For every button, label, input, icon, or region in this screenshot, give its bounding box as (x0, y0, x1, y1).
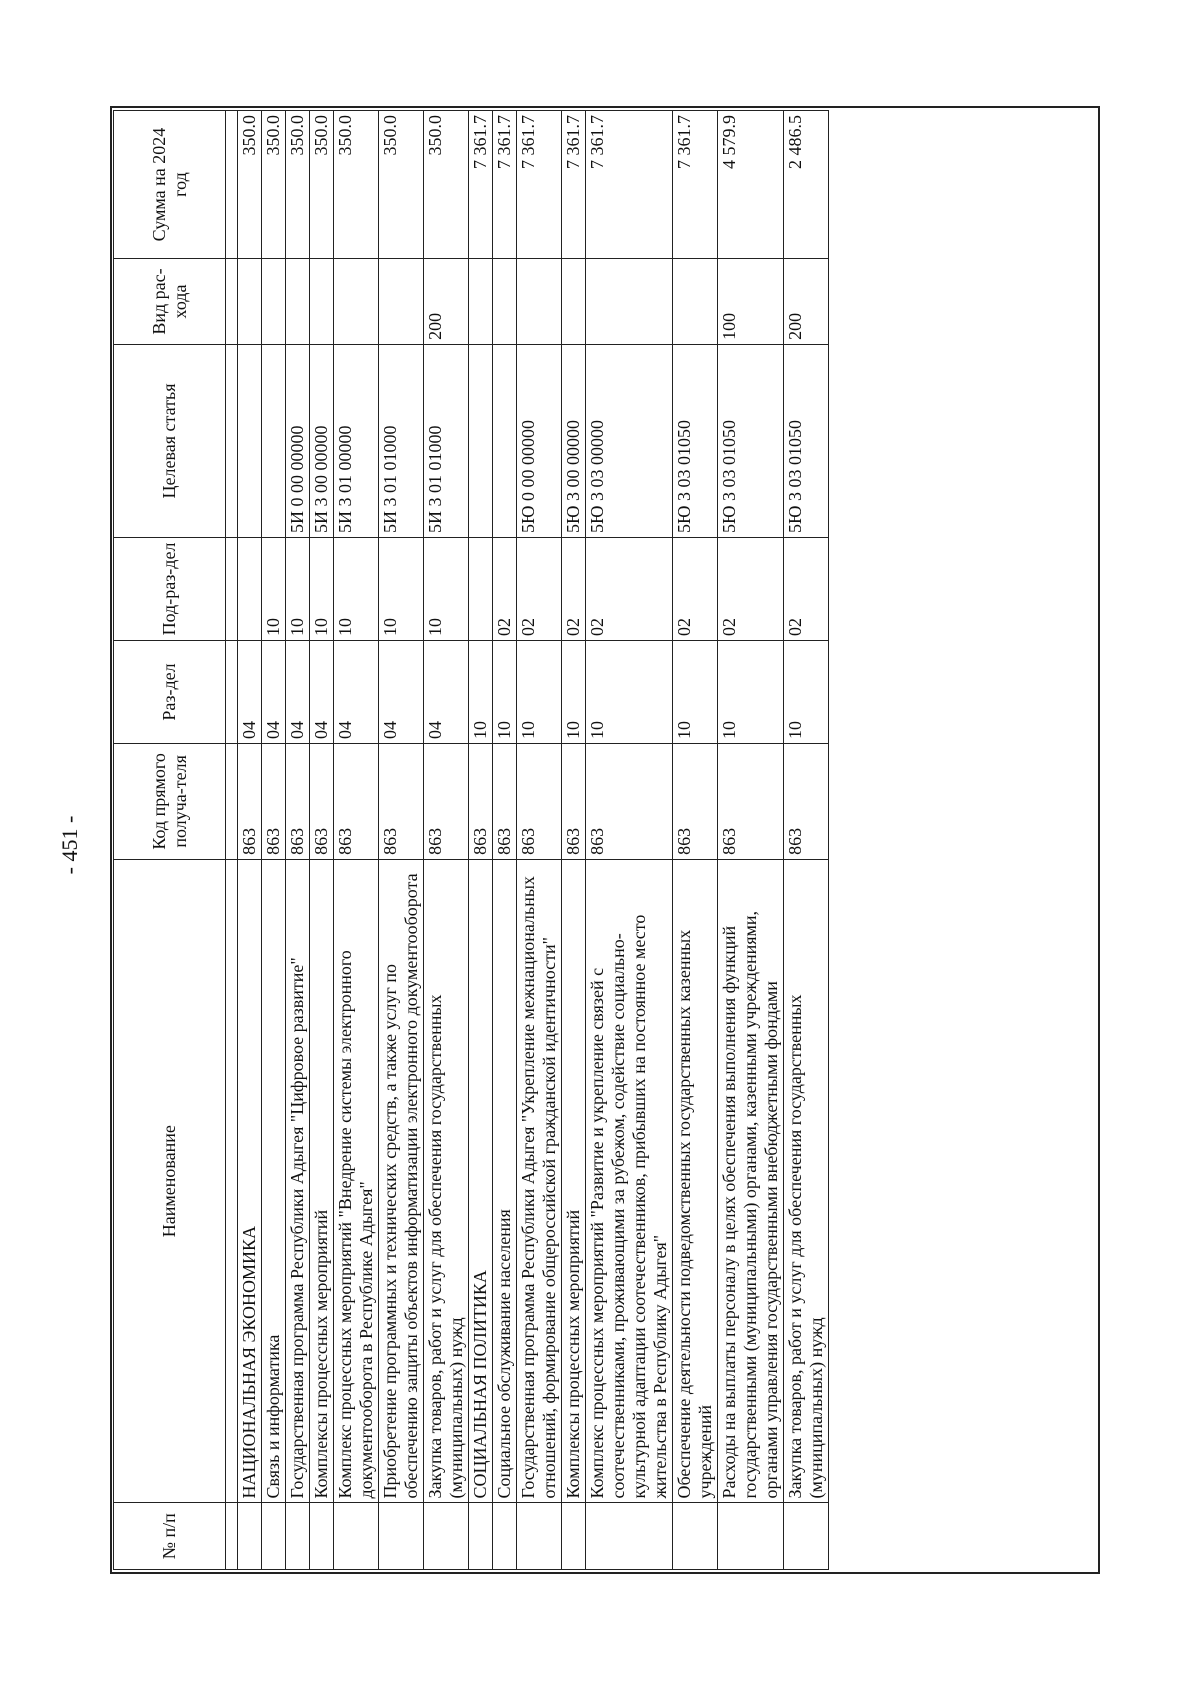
header-name: Наименование (114, 859, 226, 1503)
table-row (718, 111, 784, 1570)
cell-name: Комплексы процессных мероприятий (310, 859, 334, 1503)
cell-name: Социальное обслуживание населения (493, 859, 517, 1503)
cell-sum: 350.0 (262, 111, 286, 259)
rotated-table-container (113, 110, 1097, 1570)
table-row (469, 111, 493, 1570)
cell-num (334, 1503, 379, 1570)
cell-razdel: 10 (718, 640, 784, 743)
header-num: № п/п (114, 1503, 226, 1570)
cell-razdel: 04 (262, 640, 286, 743)
cell-sum: 350.0 (286, 111, 310, 259)
cell-code: 863 (562, 743, 586, 859)
cell-code: 863 (310, 743, 334, 859)
cell-name: НАЦИОНАЛЬНАЯ ЭКОНОМИКА (238, 859, 262, 1503)
cell-podrazdel: 02 (586, 538, 673, 641)
cell-code: 863 (238, 743, 262, 859)
cell-target (493, 344, 517, 537)
cell-sum: 2 486.5 (784, 111, 829, 259)
cell-vid (238, 259, 262, 345)
table-row (286, 111, 310, 1570)
cell-razdel: 10 (784, 640, 829, 743)
cell-podrazdel: 10 (310, 538, 334, 641)
table-row (379, 111, 424, 1570)
cell-name: Государственная программа Республики Адыгея "Укрепление межнациональных отношений, формирование общероссийской гражданской идентичности" (517, 859, 562, 1503)
cell-target: 5И 3 01 01000 (379, 344, 424, 537)
cell-name: Комплекс процессных мероприятий "Внедрение системы электронного документооборота в Республике Адыгея" (334, 859, 379, 1503)
cell-razdel: 10 (493, 640, 517, 743)
cell-sum: 350.0 (424, 111, 469, 259)
header-sum: Сумма на 2024 год (114, 111, 226, 259)
cell-razdel: 04 (379, 640, 424, 743)
cell-code: 863 (586, 743, 673, 859)
cell-num (310, 1503, 334, 1570)
table-subheader-row (226, 111, 238, 1570)
cell-sum: 7 361.7 (517, 111, 562, 259)
cell-podrazdel: 10 (262, 538, 286, 641)
table-row (238, 111, 262, 1570)
cell-razdel: 10 (469, 640, 493, 743)
cell-podrazdel: 10 (424, 538, 469, 641)
header-podrazdel: Под-раз-дел (114, 538, 226, 641)
table-row (310, 111, 334, 1570)
cell-vid (493, 259, 517, 345)
cell-code: 863 (379, 743, 424, 859)
cell-sum: 350.0 (334, 111, 379, 259)
cell-num (673, 1503, 718, 1570)
cell-num (379, 1503, 424, 1570)
cell-code: 863 (493, 743, 517, 859)
cell-name: Государственная программа Республики Адыгея "Цифровое развитие" (286, 859, 310, 1503)
table-row (562, 111, 586, 1570)
header-razdel: Раз-дел (114, 640, 226, 743)
cell-podrazdel: 02 (517, 538, 562, 641)
cell-name: Расходы на выплаты персоналу в целях обеспечения выполнения функций государственными (муниципальными) органами, казенными учреждениями, органами управления государственными внебюджетными фондами (718, 859, 784, 1503)
cell-num (718, 1503, 784, 1570)
cell-num (562, 1503, 586, 1570)
cell-target: 5Ю 0 00 00000 (517, 344, 562, 537)
cell-vid: 200 (784, 259, 829, 345)
cell-razdel: 04 (310, 640, 334, 743)
cell-podrazdel (469, 538, 493, 641)
cell-code: 863 (469, 743, 493, 859)
cell-target: 5Ю 3 03 01050 (673, 344, 718, 537)
cell-podrazdel: 10 (286, 538, 310, 641)
cell-vid (310, 259, 334, 345)
cell-podrazdel: 10 (334, 538, 379, 641)
cell-code: 863 (334, 743, 379, 859)
cell-vid (586, 259, 673, 345)
cell-num (493, 1503, 517, 1570)
cell-target: 5И 3 01 01000 (424, 344, 469, 537)
cell-num (586, 1503, 673, 1570)
cell-target: 5И 0 00 00000 (286, 344, 310, 537)
cell-target: 5Ю 3 00 00000 (562, 344, 586, 537)
cell-num (286, 1503, 310, 1570)
cell-vid: 200 (424, 259, 469, 345)
table-row (424, 111, 469, 1570)
cell-name: Связь и информатика (262, 859, 286, 1503)
cell-razdel: 04 (238, 640, 262, 743)
cell-name: Закупка товаров, работ и услуг для обеспечения государственных (муниципальных) нужд (784, 859, 829, 1503)
cell-podrazdel: 02 (673, 538, 718, 641)
cell-razdel: 10 (586, 640, 673, 743)
cell-vid (334, 259, 379, 345)
header-target: Целевая статья (114, 344, 226, 537)
cell-razdel: 04 (286, 640, 310, 743)
cell-vid (673, 259, 718, 345)
cell-num (517, 1503, 562, 1570)
cell-podrazdel: 02 (562, 538, 586, 641)
cell-target: 5Ю 3 03 00000 (586, 344, 673, 537)
cell-vid (562, 259, 586, 345)
cell-name: Комплексы процессных мероприятий (562, 859, 586, 1503)
cell-num (238, 1503, 262, 1570)
cell-vid (262, 259, 286, 345)
cell-sum: 350.0 (310, 111, 334, 259)
cell-sum: 7 361.7 (673, 111, 718, 259)
table-row (517, 111, 562, 1570)
table-row (334, 111, 379, 1570)
cell-name: Приобретение программных и технических средств, а также услуг по обеспечению защиты объектов информатизации электронного документооборота (379, 859, 424, 1503)
cell-target: 5Ю 3 03 01050 (718, 344, 784, 537)
cell-vid (379, 259, 424, 345)
cell-code: 863 (673, 743, 718, 859)
cell-name: Обеспечение деятельности подведомственных государственных казенных учреждений (673, 859, 718, 1503)
cell-podrazdel: 02 (493, 538, 517, 641)
cell-vid: 100 (718, 259, 784, 345)
header-vid: Вид рас-хода (114, 259, 226, 345)
cell-razdel: 10 (673, 640, 718, 743)
table-row (586, 111, 673, 1570)
table-row (673, 111, 718, 1570)
cell-sum: 7 361.7 (562, 111, 586, 259)
cell-razdel: 04 (424, 640, 469, 743)
cell-sum: 350.0 (379, 111, 424, 259)
cell-vid (469, 259, 493, 345)
cell-target (469, 344, 493, 537)
cell-target: 5Ю 3 03 01050 (784, 344, 829, 537)
cell-num (424, 1503, 469, 1570)
cell-sum: 7 361.7 (469, 111, 493, 259)
cell-sum: 7 361.7 (586, 111, 673, 259)
cell-name: Закупка товаров, работ и услуг для обеспечения государственных (муниципальных) нужд (424, 859, 469, 1503)
page-number: - 451 - (57, 815, 82, 875)
table-header-row (114, 111, 226, 1570)
cell-razdel: 10 (517, 640, 562, 743)
cell-podrazdel: 02 (784, 538, 829, 641)
cell-sum: 7 361.7 (493, 111, 517, 259)
cell-num (784, 1503, 829, 1570)
cell-razdel: 10 (562, 640, 586, 743)
cell-sum: 4 579.9 (718, 111, 784, 259)
cell-podrazdel (238, 538, 262, 641)
cell-code: 863 (424, 743, 469, 859)
cell-razdel: 04 (334, 640, 379, 743)
table-row (262, 111, 286, 1570)
cell-vid (286, 259, 310, 345)
header-code: Код прямого получа-теля (114, 743, 226, 859)
cell-target: 5И 3 00 00000 (310, 344, 334, 537)
cell-code: 863 (262, 743, 286, 859)
cell-code: 863 (718, 743, 784, 859)
table-row (493, 111, 517, 1570)
cell-vid (517, 259, 562, 345)
cell-code: 863 (784, 743, 829, 859)
cell-target: 5И 3 01 00000 (334, 344, 379, 537)
cell-num (469, 1503, 493, 1570)
cell-podrazdel: 02 (718, 538, 784, 641)
cell-target (262, 344, 286, 537)
cell-code: 863 (517, 743, 562, 859)
cell-name: Комплекс процессных мероприятий "Развитие и укрепление связей с соотечественниками, проживающими за рубежом, содействие социально-культурной адаптации соотечественников, прибывших на постоянное место жительства в Республику Адыгея" (586, 859, 673, 1503)
budget-table (113, 110, 829, 1570)
cell-code: 863 (286, 743, 310, 859)
cell-podrazdel: 10 (379, 538, 424, 641)
cell-name: СОЦИАЛЬНАЯ ПОЛИТИКА (469, 859, 493, 1503)
cell-target (238, 344, 262, 537)
cell-num (262, 1503, 286, 1570)
table-row (784, 111, 829, 1570)
cell-sum: 350.0 (238, 111, 262, 259)
